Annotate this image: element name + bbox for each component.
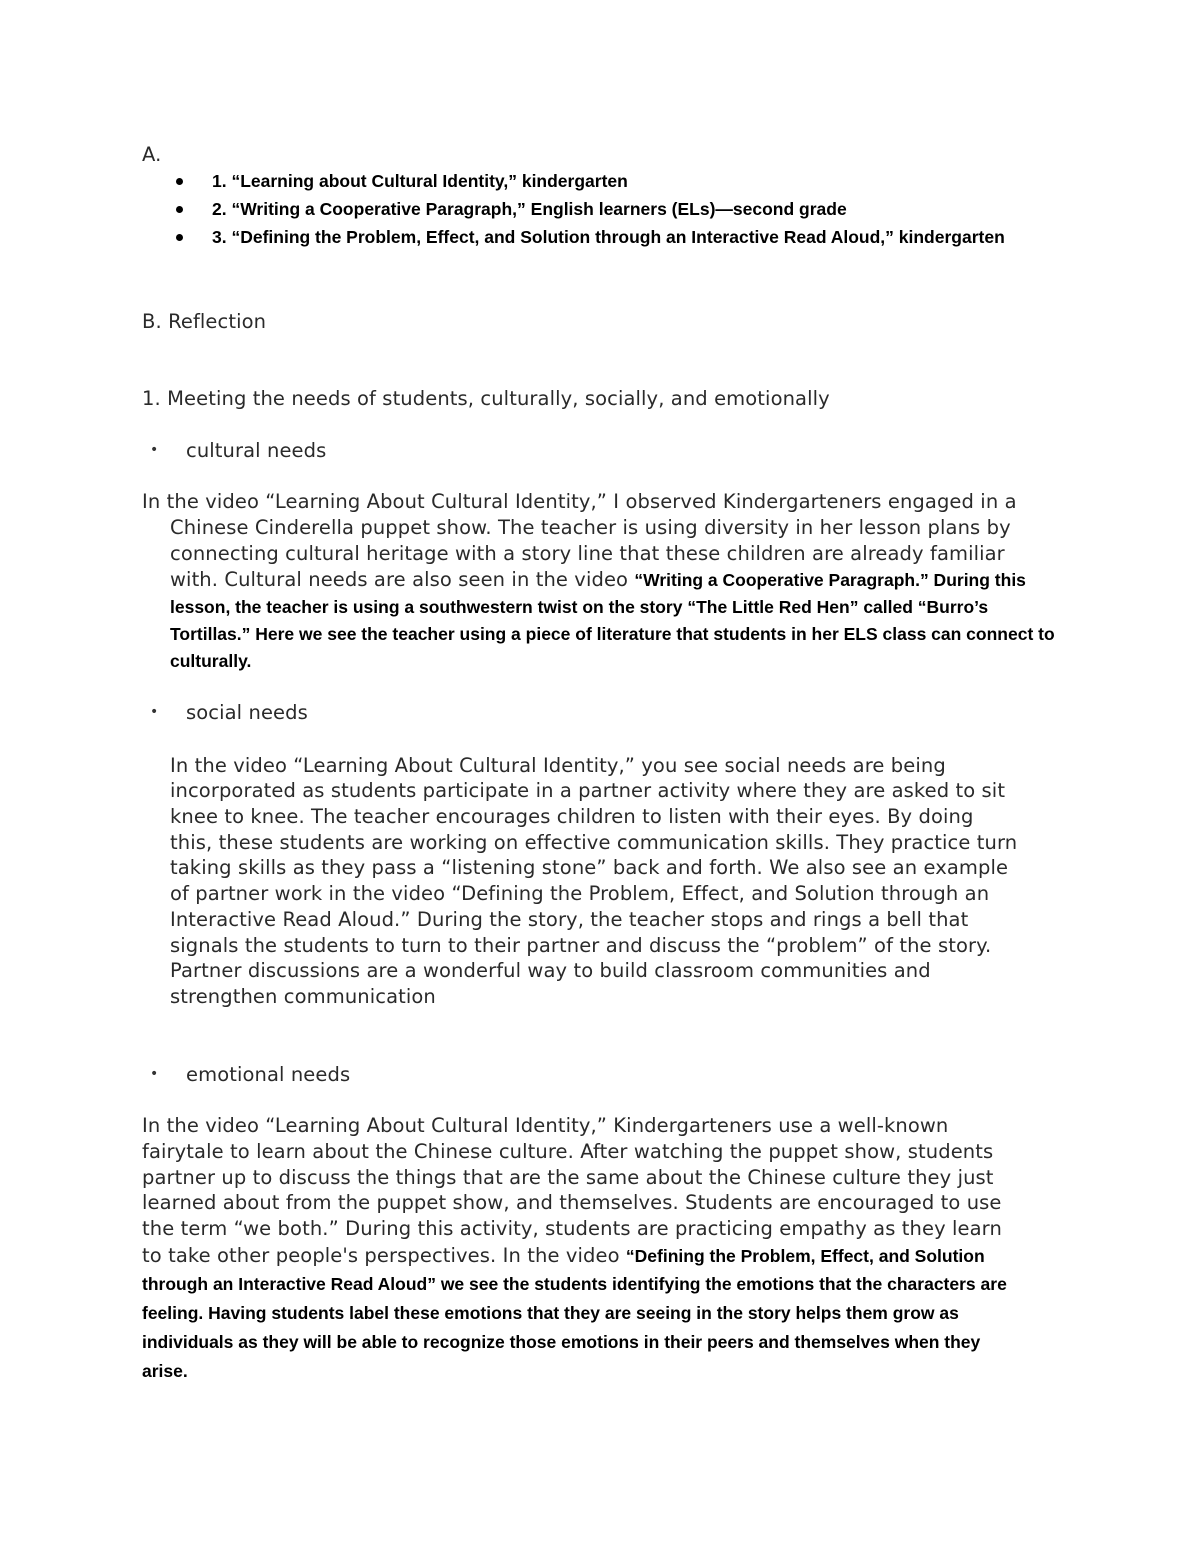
- cultural-line-6: Tortillas.” Here we see the teacher using a piece of literature that students in her ELS class can connect to: [170, 624, 1055, 644]
- social-line-5: taking skills as they pass a “listening stone” back and forth. We also see an example: [170, 856, 1009, 879]
- cultural-needs-label: cultural needs: [186, 439, 327, 462]
- social-line-1: In the video “Learning About Cultural Identity,” you see social needs are being: [170, 754, 946, 777]
- emotional-line-7: through an Interactive Read Aloud” we see the students identifying the emotions that the characters are: [142, 1274, 1007, 1294]
- social-line-8: signals the students to turn to their partner and discuss the “problem” of the story.: [170, 934, 992, 957]
- emotional-line-8: feeling. Having students label these emotions that they are seeing in the story helps them grow as: [142, 1303, 959, 1323]
- reflection-subheading: 1. Meeting the needs of students, culturally, socially, and emotionally: [142, 387, 830, 410]
- cultural-line-4-bold: “Writing a Cooperative Paragraph.” During this: [634, 570, 1026, 590]
- cultural-line-3: connecting cultural heritage with a story line that these children are already familiar: [170, 542, 1005, 565]
- social-line-6: of partner work in the video “Defining the Problem, Effect, and Solution through an: [170, 882, 990, 905]
- emotional-line-10: arise.: [142, 1361, 188, 1381]
- bullet-icon: •: [150, 1066, 159, 1082]
- emotional-line-5: the term “we both.” During this activity, students are practicing empathy as they learn: [142, 1217, 1002, 1240]
- section-a-heading: A.: [142, 143, 162, 166]
- emotional-line-6-bold: “Defining the Problem, Effect, and Solution: [625, 1246, 985, 1266]
- cultural-line-4-plain: with. Cultural needs are also seen in the video: [170, 568, 635, 591]
- bullet-icon: •: [150, 704, 159, 720]
- cultural-line-1: In the video “Learning About Cultural Identity,” I observed Kindergarteners engaged in a: [142, 490, 1017, 513]
- social-line-2: incorporated as students participate in a partner activity where they are asked to sit: [170, 779, 1006, 802]
- cultural-line-2: Chinese Cinderella puppet show. The teacher is using diversity in her lesson plans by: [170, 516, 1011, 539]
- emotional-line-9: individuals as they will be able to recognize those emotions in their peers and themselves when they: [142, 1332, 981, 1352]
- emotional-line-2: fairytale to learn about the Chinese culture. After watching the puppet show, students: [142, 1140, 994, 1163]
- bullet-dot-icon: [176, 206, 183, 213]
- emotional-needs-label: emotional needs: [186, 1063, 351, 1086]
- social-line-7: Interactive Read Aloud.” During the story, the teacher stops and rings a bell that: [170, 908, 969, 931]
- list-item-2: 2. “Writing a Cooperative Paragraph,” English learners (ELs)—second grade: [212, 199, 847, 219]
- cultural-line-7: culturally.: [170, 651, 252, 671]
- bullet-dot-icon: [176, 178, 183, 185]
- bullet-icon: •: [150, 442, 159, 458]
- cultural-line-4: [170, 568, 1026, 591]
- emotional-line-3: partner up to discuss the things that are the same about the Chinese culture they just: [142, 1166, 994, 1189]
- emotional-line-4: learned about from the puppet show, and themselves. Students are encouraged to use: [142, 1191, 1002, 1214]
- emotional-line-1: In the video “Learning About Cultural Identity,” Kindergarteners use a well-known: [142, 1114, 949, 1137]
- social-needs-label: social needs: [186, 701, 308, 724]
- emotional-line-6-plain: to take other people's perspectives. In the video: [142, 1244, 626, 1267]
- bullet-dot-icon: [176, 234, 183, 241]
- social-line-4: this, these students are working on effective communication skills. They practice turn: [170, 831, 1018, 854]
- list-item-3: 3. “Defining the Problem, Effect, and Solution through an Interactive Read Aloud,” kindergarten: [212, 227, 1005, 247]
- social-line-9: Partner discussions are a wonderful way to build classroom communities and: [170, 959, 931, 982]
- cultural-line-5: lesson, the teacher is using a southwestern twist on the story “The Little Red Hen” called “Burro’s: [170, 597, 989, 617]
- list-item-1: 1. “Learning about Cultural Identity,” kindergarten: [212, 171, 628, 191]
- section-b-heading: B. Reflection: [142, 310, 267, 333]
- social-line-3: knee to knee. The teacher encourages children to listen with their eyes. By doing: [170, 805, 974, 828]
- social-line-10: strengthen communication: [170, 985, 436, 1008]
- emotional-line-6: [142, 1244, 985, 1267]
